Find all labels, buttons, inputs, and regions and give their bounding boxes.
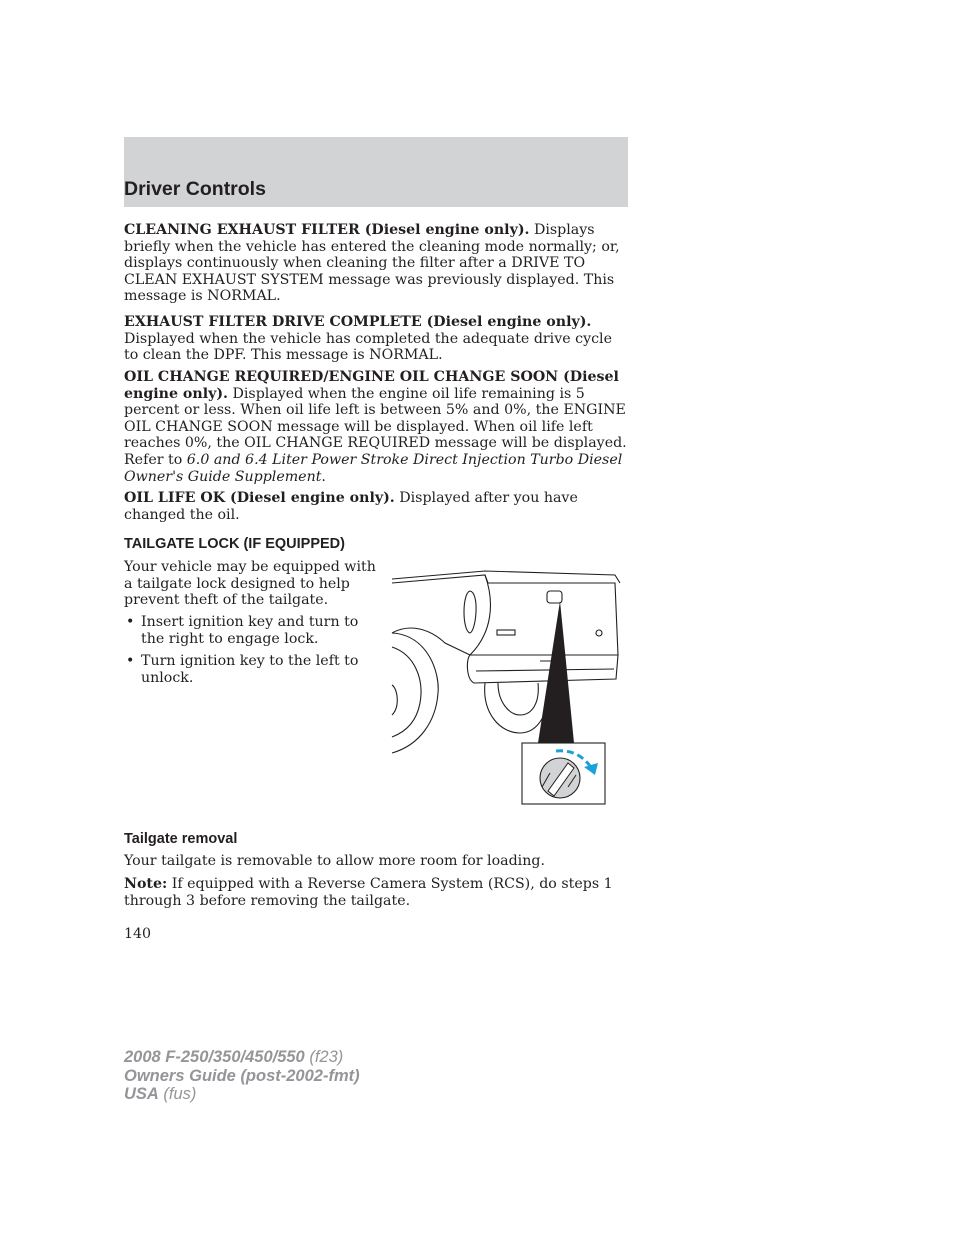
desc-cleaning-exhaust-filter: Displays briefly when the vehicle has entered the cleaning mode normally; or, displays continuously when cleaning the filter after a DRIVE TO CLEAN EXHAUST SYSTEM message was previously displayed. This message is NORMAL. [124,222,620,305]
footer-market: USA [124,1085,159,1103]
bullet-icon: • [126,653,135,669]
paragraph-oil-change-required [124,369,630,485]
desc-oil-life-ok: Displayed after you have changed the oil. [124,490,578,523]
term-oil-change: OIL CHANGE REQUIRED/ENGINE OIL CHANGE SOON (Diesel engine only). [124,369,619,402]
footer-model: 2008 F-250/350/450/550 [124,1048,305,1066]
desc-oil-change: Displayed when the engine oil life remaining is 5 percent or less. When oil life left is between 5% and 0%, the ENGINE OIL CHANGE SOON message will be displayed. When oil life left reaches 0%, the OIL CHANGE REQUIRED message will be displayed. Refer to [124,385,627,468]
section-title: Driver Controls [124,178,266,200]
footer-line-3 [124,1085,360,1104]
tailgate-lock-illustration [390,563,622,808]
term-cleaning-exhaust-filter: CLEANING EXHAUST FILTER (Diesel engine only). [124,222,530,238]
paragraph-exhaust-filter-drive-complete [124,314,630,364]
footer-model-code: (f23) [304,1048,344,1066]
list-item [124,653,380,686]
note-text: If equipped with a Reverse Camera System (RCS), do steps 1 through 3 before removing the tailgate. [124,876,613,909]
bullet-icon: • [126,614,135,630]
desc-drive-complete: Displayed when the vehicle has completed the adequate drive cycle to clean the DPF. This message is NORMAL. [124,330,612,364]
term-drive-complete: EXHAUST FILTER DRIVE COMPLETE (Diesel engine only). [124,314,592,330]
footer-guide: Owners Guide (post-2002-fmt) [124,1066,360,1085]
bullet-text: Turn ignition key to the left to unlock. [141,653,359,686]
footer-market-code: (fus) [158,1085,197,1103]
note-label: Note: [124,876,168,892]
term-oil-life-ok: OIL LIFE OK (Diesel engine only). [124,490,395,506]
page-number: 140 [124,926,152,942]
heading-tailgate-lock: TAILGATE LOCK (IF EQUIPPED) [124,536,345,552]
section-header-band [124,137,628,207]
tailgate-removal-note [124,876,630,909]
paragraph-oil-life-ok [124,490,630,523]
paragraph-cleaning-exhaust-filter [124,222,630,305]
bullet-text: Insert ignition key and turn to the right to engage lock. [141,614,359,647]
footer-line-2 [124,1067,360,1086]
tailgate-removal-text: Your tailgate is removable to allow more room for loading. [124,853,545,869]
supplement-reference: 6.0 and 6.4 Liter Power Stroke Direct Injection Turbo Diesel Owner's Guide Supplement [124,451,623,485]
desc-oil-change-end: . [321,468,326,485]
tailgate-lock-intro: Your vehicle may be equipped with a tailgate lock designed to help prevent theft of the tailgate. [124,559,376,609]
heading-tailgate-removal: Tailgate removal [124,831,238,847]
document-footer [124,1048,360,1104]
list-item [124,614,380,647]
footer-line-1 [124,1048,360,1067]
